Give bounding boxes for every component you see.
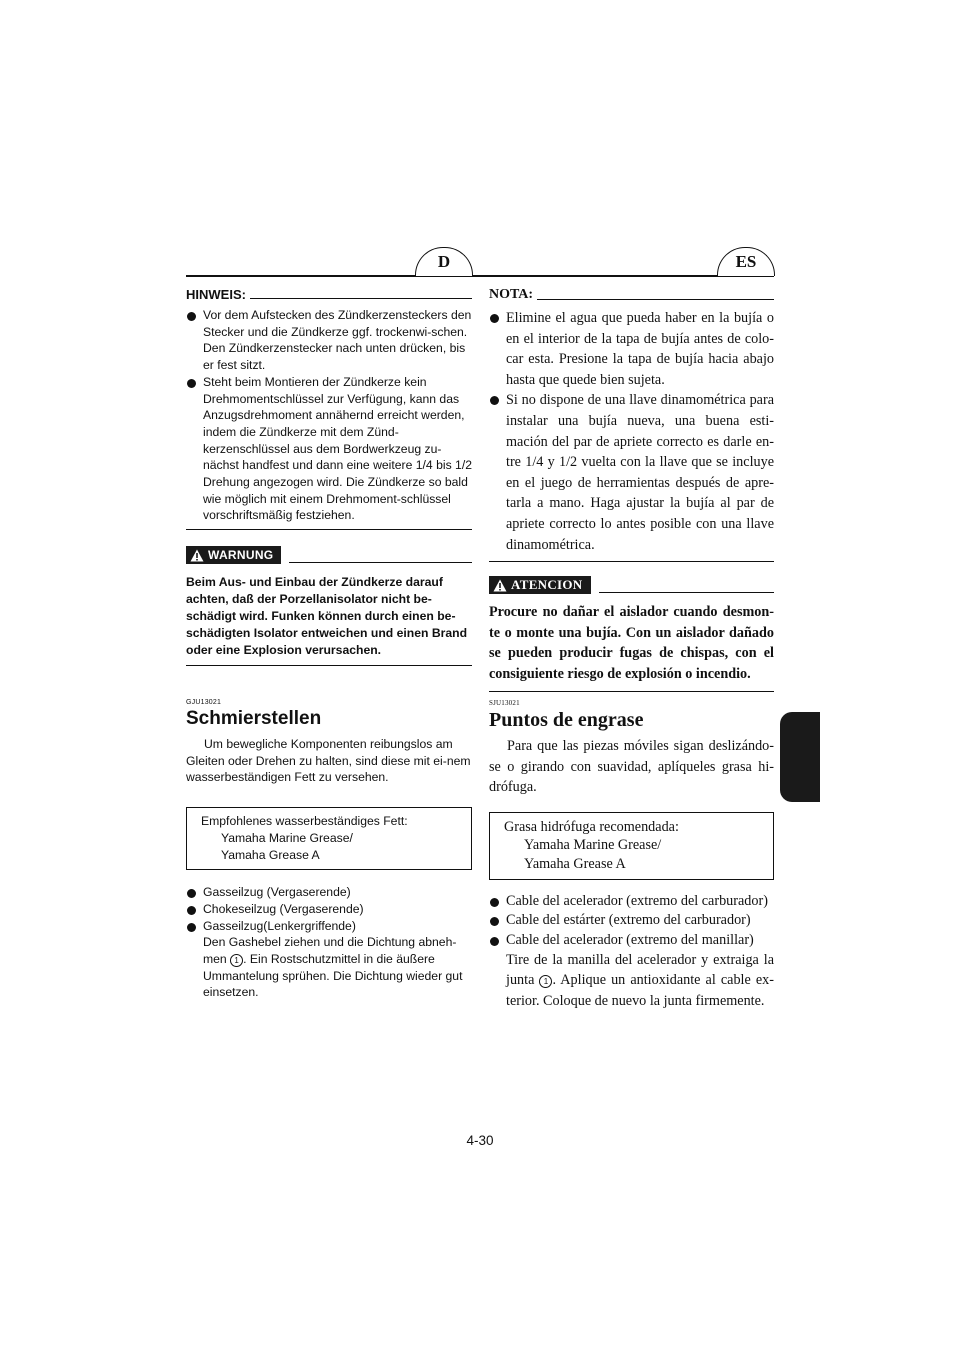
box-line: Yamaha Grease A	[524, 855, 626, 872]
german-warning-heading	[186, 546, 472, 564]
note-end-rule	[186, 529, 472, 530]
bullet-icon	[490, 917, 499, 926]
recommended-grease-box	[489, 812, 774, 881]
lubrication-point-list	[489, 892, 774, 950]
list-item	[489, 390, 774, 555]
spanish-note-block	[489, 287, 774, 692]
list-item-text: Si no dispone de una llave dinamométrica para instalar una bujía nueva, una buena esti-mación del par de apriete correcto es darle en-tre 1/4 y 1/2 vuelta con la llave que se incluye en el juego de herramientas después de apre-tarla a mano. Haga ajustar la bujía al par de apriete correcto lo antes posible con una llave dinamométrica.	[506, 392, 774, 553]
header-rule	[186, 275, 774, 277]
warning-triangle-icon	[493, 579, 507, 592]
list-item-text: Gasseilzug(Lenkergriffende)	[203, 918, 356, 933]
warning-label: ATENCION	[511, 577, 583, 593]
chapter-thumb-tab	[780, 712, 820, 802]
list-item	[489, 308, 774, 390]
instruction-text-start: Den Gashebel ziehen und die Dichtung abneh-men	[203, 935, 457, 967]
warning-label: WARNUNG	[208, 548, 274, 563]
spanish-note-title: NOTA:	[489, 287, 534, 302]
list-item	[186, 884, 472, 901]
box-line: Yamaha Marine Grease/	[524, 837, 662, 854]
instruction-text-end: . Ein Rostschutzmittel in die äußere Ummantelung sprühen. Die Dichtung wieder gut einsetzen.	[203, 952, 463, 1000]
german-note-block	[186, 287, 472, 666]
bullet-icon	[490, 937, 499, 946]
list-item-text: Steht beim Montieren der Zündkerze kein Drehmomentschlüssel zur Verfügung, kann das Anzugsdrehmoment annähernd erreicht werden, indem die Zündkerze mit dem Zünd-kerzenschlüssel aus dem Bordwerkzeug zu-nächst handfest und dann eine weitere 1/4 bis 1/2 Drehung angezogen wird. Die Zündkerze so bald wie möglich mit einem Drehmoment-schlüssel vorschriftsmäßig festziehen.	[203, 374, 472, 523]
bullet-icon	[187, 923, 196, 932]
bullet-icon	[187, 379, 196, 388]
instruction-text	[186, 934, 472, 1001]
bullet-icon	[490, 898, 499, 907]
list-item-text: Cable del acelerador (extremo del carburador)	[506, 893, 768, 910]
spanish-lubrication-section	[489, 699, 774, 1012]
bullet-icon	[187, 312, 196, 321]
section-code: GJU13021	[186, 699, 222, 706]
bullet-icon	[490, 314, 499, 323]
spanish-warning-text: Procure no dañar el aislador cuando desmon-te o monte una bujía. Con un aislador dañado se pueden producir fugas de chispas, con el consiguiente riesgo de explosión o incendio.	[489, 602, 774, 691]
section-code: SJU13021	[489, 699, 520, 707]
list-item	[186, 918, 472, 935]
instruction-text-start: Tire de la manilla del acelerador y extraiga la junta	[506, 951, 774, 989]
box-title: Grasa hidrófuga recomendada:	[504, 818, 679, 835]
page-number: 4-30	[466, 1133, 494, 1148]
list-item	[186, 307, 472, 374]
callout-number-icon: 1	[539, 975, 552, 988]
warning-badge	[186, 546, 281, 564]
warning-badge	[489, 576, 591, 594]
german-warning-text: Beim Aus- und Einbau der Zündkerze darauf achten, daß der Porzellanisolator nicht be-schädigt wird. Funken können durch einen be-schädigten Isolator entweichen und einen Brand oder eine Explosion verursachen.	[186, 574, 472, 666]
german-note-title: HINWEIS:	[186, 287, 246, 302]
spanish-warning-heading	[489, 576, 774, 594]
spanish-note-list	[489, 308, 774, 555]
list-item-text: Chokeseilzug (Vergaserende)	[203, 901, 364, 916]
box-line: Yamaha Grease A	[221, 847, 320, 862]
recommended-grease-box	[186, 807, 472, 870]
section-paragraph: Um bewegliche Komponenten reibungslos am Gleiten oder Drehen zu halten, sind diese mit ei-nem wasserbeständigen Fett zu versehen.	[186, 737, 471, 785]
bullet-icon	[187, 906, 196, 915]
german-note-list	[186, 307, 472, 524]
list-item-text: Cable del estárter (extremo del carburador)	[506, 912, 751, 929]
german-lubrication-section	[186, 699, 472, 1001]
list-item-text: Vor dem Aufstecken des Zündkerzensteckers den Stecker und die Zündkerze ggf. trockenwi-schen. Den Zündkerzenstecker nach unten drücken, bis er fest sitzt.	[203, 308, 472, 373]
section-title: Puntos de engrase	[489, 709, 644, 731]
language-tab-es: ES	[717, 247, 775, 276]
german-note-heading	[186, 287, 472, 302]
callout-number-icon: 1	[230, 954, 243, 967]
note-end-rule	[489, 561, 774, 562]
list-item-text: Cable del acelerador (extremo del manillar)	[506, 931, 754, 948]
list-item	[489, 931, 774, 950]
instruction-text	[489, 950, 774, 1012]
language-tab-d: D	[415, 247, 473, 276]
box-line: Yamaha Marine Grease/	[221, 830, 353, 845]
list-item	[186, 374, 472, 524]
box-title: Empfohlenes wasserbeständiges Fett:	[201, 814, 408, 829]
list-item	[489, 911, 774, 930]
spanish-note-heading	[489, 287, 774, 303]
lubrication-point-list	[186, 884, 472, 934]
bullet-icon	[490, 396, 499, 405]
section-title: Schmierstellen	[186, 708, 322, 729]
list-item-text: Gasseilzug (Vergaserende)	[203, 885, 351, 900]
section-paragraph: Para que las piezas móviles sigan deslizándo-se o girando con suavidad, aplíqueles grasa hi-drófuga.	[489, 738, 774, 796]
instruction-text-end: . Aplique un antioxidante al cable ex-terior. Coloque de nuevo la junta firmemente.	[506, 972, 774, 1010]
list-item	[186, 901, 472, 918]
warning-triangle-icon	[190, 549, 204, 562]
list-item-text: Elimine el agua que pueda haber en la bujía o en el interior de la tapa de bujía antes de colo-car esta. Presione la tapa de bujía hacia abajo hasta que quede bien sujeta.	[506, 310, 774, 388]
bullet-icon	[187, 889, 196, 898]
list-item	[489, 892, 774, 911]
